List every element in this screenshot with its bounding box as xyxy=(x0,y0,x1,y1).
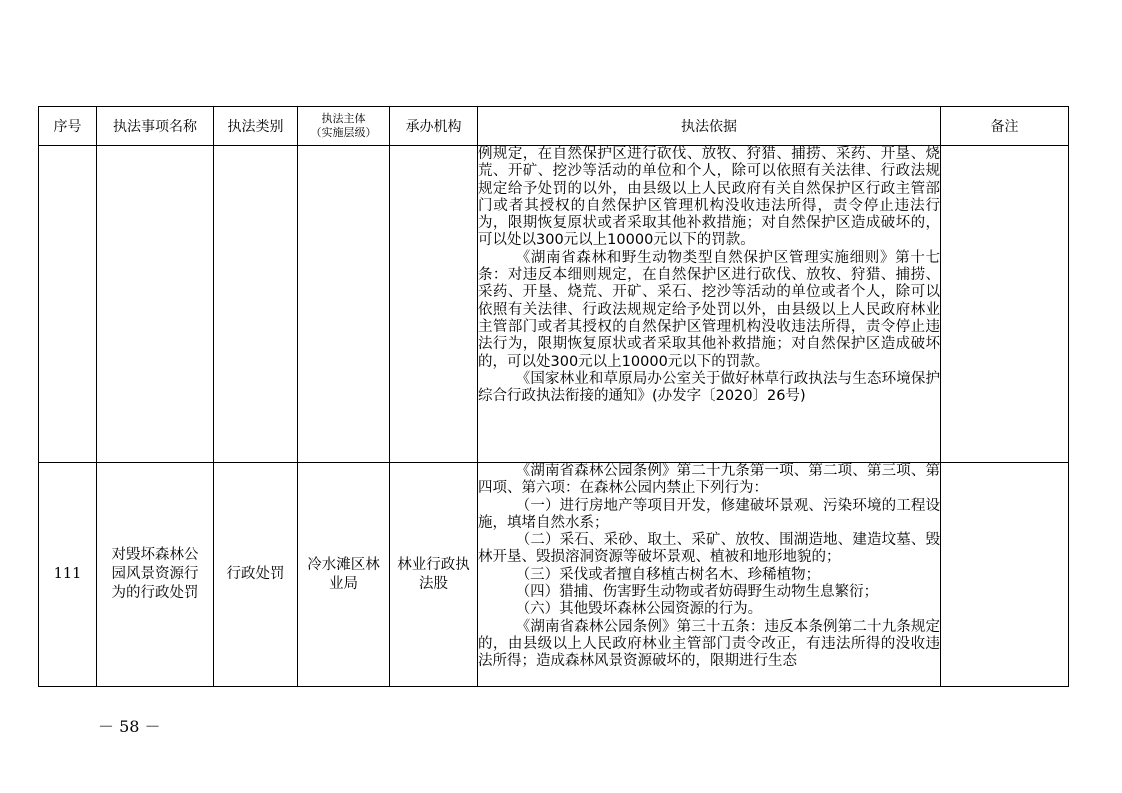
basis-paragraph: （一）进行房地产等项目开发，修建破坏景观、污染环境的工程设施，填堵自然水系； xyxy=(478,497,940,531)
cell-item-name: 对毁坏森林公园风景资源行为的行政处罚 xyxy=(97,463,214,687)
cell-type-empty xyxy=(214,146,298,463)
table-header-row xyxy=(39,107,1069,146)
header-subject-line2: （实施层级） xyxy=(310,126,377,139)
enforcement-table xyxy=(38,106,1069,687)
basis-paragraph: （四）猎捕、伤害野生动物或者妨碍野生动物生息繁衍； xyxy=(515,584,879,601)
basis-paragraph: 《湖南省森林公园条例》第二十九条第一项、第二项、第三项、第四项、第六项：在森林公园内禁止下列行为： xyxy=(478,463,940,497)
header-basis: 执法依据 xyxy=(478,107,941,146)
basis-paragraph: 例规定，在自然保护区进行砍伐、放牧、狩猎、捕捞、采药、开垦、烧荒、开矿、挖沙等活动的单位和个人，除可以依照有关法律、行政法规规定给予处罚的以外，由县级以上人民政府有关自然保护区行政主管部门或者其授权的自然保护区管理机构没收违法所得，责令停止违法行为，限期恢复原状或者采取其他补救措施；对自然保护区造成破坏的，可以处以300元以上10000元以下的罚款。 xyxy=(478,146,940,249)
basis-paragraph: 《湖南省森林公园条例》第三十五条：违反本条例第二十九条规定的，由县级以上人民政府林业主管部门责令改正，有违法所得的没收违法所得；造成森林风景资源破坏的，限期进行生态 xyxy=(478,618,940,670)
cell-subject: 冷水滩区林业局 xyxy=(298,463,390,687)
basis-paragraph: （二）采石、采砂、取土、采矿、放牧、围湖造地、建造坟墓、毁林开垦、毁损溶洞资源等破坏景观、植被和地形地貌的； xyxy=(478,532,940,566)
cell-org: 林业行政执法股 xyxy=(390,463,478,687)
cell-org-empty xyxy=(390,146,478,463)
cell-no: 111 xyxy=(39,463,97,687)
basis-text-block xyxy=(478,463,940,686)
header-no: 序号 xyxy=(39,107,97,146)
cell-item-empty xyxy=(97,146,214,463)
basis-paragraph: （六）其他毁坏森林公园资源的行为。 xyxy=(515,601,763,618)
header-org: 承办机构 xyxy=(390,107,478,146)
cell-basis-continued xyxy=(478,146,941,463)
cell-remark xyxy=(941,146,1069,463)
basis-paragraph: 《湖南省森林和野生动物类型自然保护区管理实施细则》第十七条：对违反本细则规定，在自然保护区进行砍伐、放牧、狩猎、捕捞、采药、开垦、烧荒、开矿、采石、挖沙等活动的单位或者个人，除可以依照有关法律、行政法规规定给予处罚以外，由县级以上人民政府林业主管部门或者其授权的自然保护区管理机构没收违法所得，责令停止违法行为，限期恢复原状或者采取其他补救措施；对自然保护区造成破坏的，可以处300元以上10000元以下的罚款。 xyxy=(478,249,940,370)
header-item-name: 执法事项名称 xyxy=(97,107,214,146)
basis-paragraph: 《国家林业和草原局办公室关于做好林草行政执法与生态环境保护综合行政执法衔接的通知》(办发字〔2020〕26号) xyxy=(478,370,940,405)
header-type: 执法类别 xyxy=(214,107,298,146)
header-remark: 备注 xyxy=(941,107,1069,146)
basis-paragraph: （三）采伐或者擅自移植古树名木、珍稀植物； xyxy=(515,566,821,583)
header-subject xyxy=(298,107,390,146)
cell-basis xyxy=(478,463,941,687)
header-subject-line1: 执法主体 xyxy=(321,112,366,125)
page-number: － 58 － xyxy=(98,717,161,736)
cell-no-empty xyxy=(39,146,97,463)
cell-subject-empty xyxy=(298,146,390,463)
table-row-111 xyxy=(39,463,1069,687)
table-row-continued xyxy=(39,146,1069,463)
cell-type: 行政处罚 xyxy=(214,463,298,687)
cell-remark xyxy=(941,463,1069,687)
